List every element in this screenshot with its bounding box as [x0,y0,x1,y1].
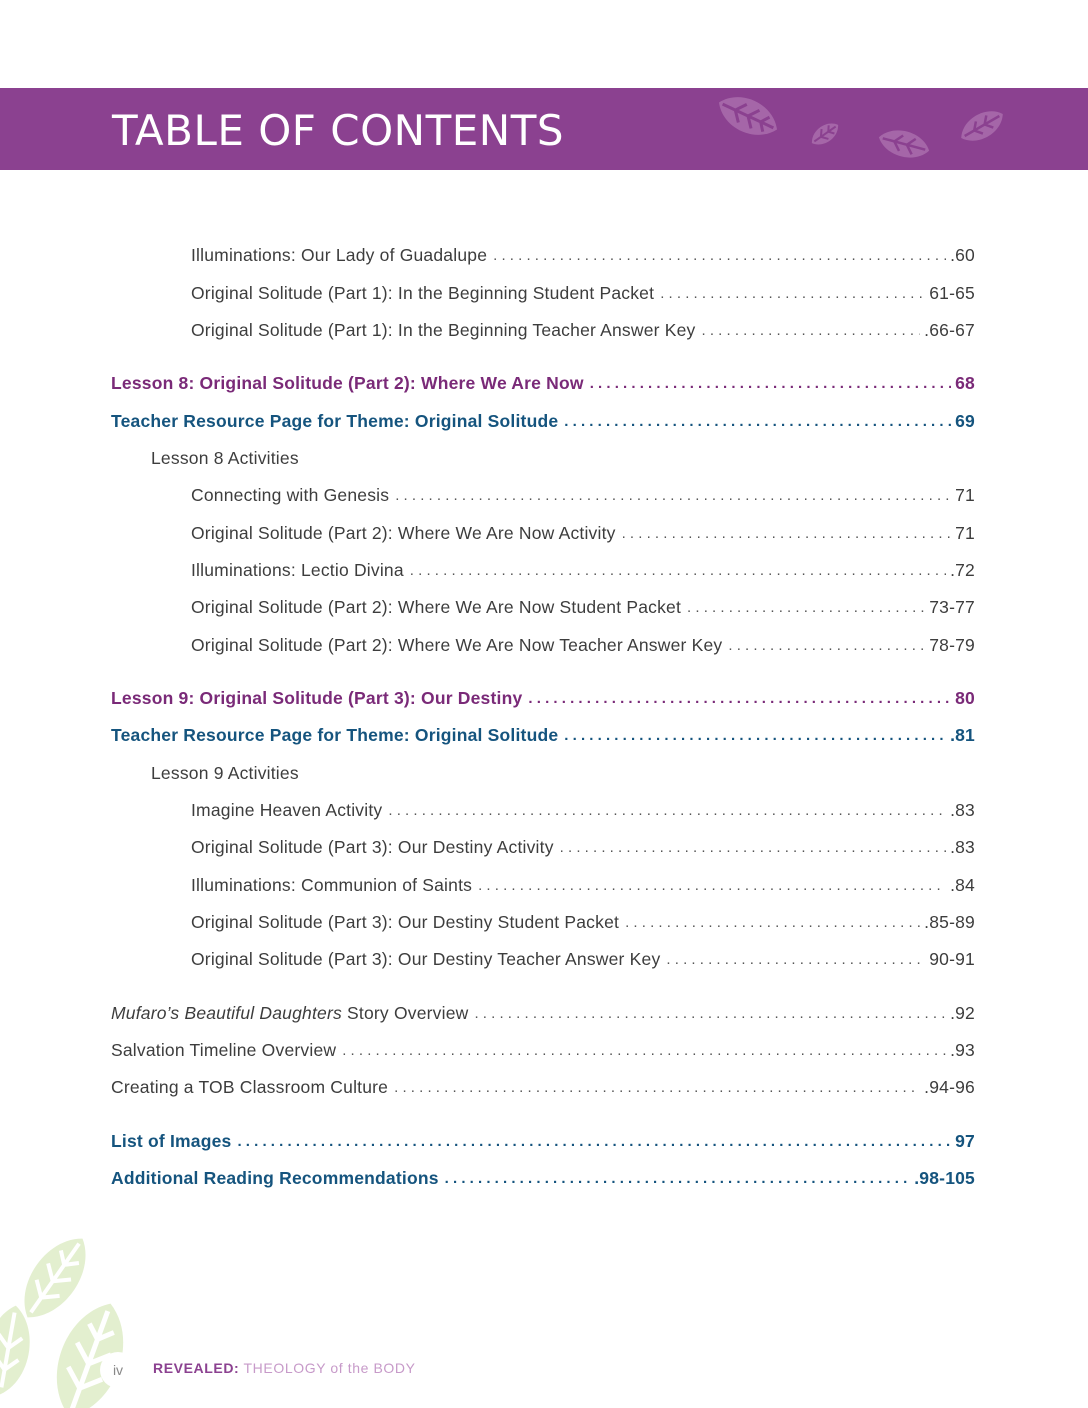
dot-leader [702,322,921,339]
toc-entry-page: 73-77 [929,596,975,617]
toc-entry[interactable] [191,909,975,935]
toc-entry[interactable] [191,280,975,306]
toc-entry-title-italic: Mufaro’s Beautiful Daughters [111,1002,342,1023]
toc-entry-page: .92 [950,1002,975,1023]
dot-leader [622,525,952,542]
toc-entry-page: .72 [950,559,975,580]
toc-entry[interactable] [191,946,975,972]
toc-entry[interactable] [111,1037,975,1063]
toc-entry-title: Original Solitude (Part 2): Where We Are Now Teacher Answer Key [191,634,723,655]
toc-entry-title: Illuminations: Our Lady of Guadalupe [191,244,488,265]
toc-entry-title: Original Solitude (Part 3): Our Destiny Student Packet [191,911,620,932]
toc-entry-title: Lesson 9: Original Solitude (Part 3): Our Destiny [111,687,523,708]
toc-entry-page: 97 [955,1130,975,1151]
footer-brand-bold: REVEALED: [153,1360,240,1376]
dot-leader [564,413,951,430]
toc-entry-title: Lesson 8 Activities [151,447,299,468]
dot-leader [660,285,925,302]
toc-entry[interactable] [191,797,975,823]
dot-leader [388,802,946,819]
toc-entry-page: .81 [950,724,975,745]
dot-leader [590,375,951,392]
toc-entry-title [111,1003,474,1024]
toc-entry-page: .84 [950,874,975,895]
footer-brand [153,1360,416,1376]
toc-group-label [151,445,975,471]
toc-entry-page: .83 [950,836,975,857]
toc-entry-page: 61-65 [929,282,975,303]
toc-entry[interactable] [191,632,975,658]
toc-entry-page: 80 [955,687,975,708]
dot-leader [528,690,951,707]
toc-entry[interactable] [111,1074,975,1100]
toc-entry-title: Original Solitude (Part 1): In the Beginning Student Packet [191,282,655,303]
dot-leader [237,1133,951,1150]
dot-leader [728,637,925,654]
toc-entry-title: Lesson 8: Original Solitude (Part 2): Where We Are Now [111,372,584,393]
toc-entry-title: Salvation Timeline Overview [111,1039,337,1060]
page-number: iv [100,1352,136,1388]
toc-entry-title: Creating a TOB Classroom Culture [111,1076,389,1097]
dot-leader [687,599,925,616]
toc-entry[interactable] [111,1128,975,1154]
toc-entry-title: Teacher Resource Page for Theme: Original Solitude [111,410,559,431]
toc-entry-title: Original Solitude (Part 2): Where We Are Now Student Packet [191,596,682,617]
toc-entry-title: Original Solitude (Part 3): Our Destiny Teacher Answer Key [191,948,661,969]
toc-entry-title: Connecting with Genesis [191,484,390,505]
toc-entry[interactable] [191,242,975,268]
page-footer [0,1230,1088,1408]
toc-entry-page: .85-89 [924,911,975,932]
dot-leader [478,877,946,894]
toc-entry-title: Teacher Resource Page for Theme: Original Solitude [111,724,559,745]
toc-entry-title: List of Images [111,1130,232,1151]
toc-entry-page: .60 [950,244,975,265]
toc-resource-heading[interactable] [111,722,975,748]
toc-lesson-heading[interactable] [111,370,975,396]
dot-leader [625,914,920,931]
dot-leader [395,487,951,504]
dot-leader [493,247,946,264]
toc-resource-heading[interactable] [111,408,975,434]
dot-leader [445,1170,911,1187]
toc-entry-title: Imagine Heaven Activity [191,799,383,820]
dot-leader [564,727,946,744]
toc-entry[interactable] [191,317,975,343]
toc-entry-title: Lesson 9 Activities [151,762,299,783]
toc-entry-title-rest: Story Overview [341,1002,469,1023]
footer-leaf-decoration [0,1230,160,1408]
toc-entry-page: 78-79 [929,634,975,655]
dot-leader [410,562,946,579]
toc-entry[interactable] [111,1000,975,1026]
leaf-icon [41,1293,138,1408]
toc-entry-page: 71 [955,522,975,543]
toc-entry-title: Original Solitude (Part 2): Where We Are Now Activity [191,522,616,543]
toc-entry-title: Original Solitude (Part 3): Our Destiny Activity [191,836,554,857]
toc-group-label [151,760,975,786]
footer-brand-rest: THEOLOGY of the BODY [239,1360,416,1376]
dot-leader [394,1079,920,1096]
toc-entry[interactable] [191,594,975,620]
toc-entry-page: .98-105 [914,1167,975,1188]
toc-entry-title: Illuminations: Lectio Divina [191,559,404,580]
toc-entry[interactable] [191,520,975,546]
dot-leader [342,1042,946,1059]
toc-entry-page: 90-91 [929,948,975,969]
toc-entry[interactable] [111,1165,975,1191]
dot-leader [666,951,925,968]
toc-entry[interactable] [191,557,975,583]
toc-entry-page: .83 [950,799,975,820]
toc-entry-page: 69 [955,410,975,431]
toc-entry-page: .94-96 [924,1076,975,1097]
toc-entry[interactable] [191,872,975,898]
page-title: TABLE OF CONTENTS [112,106,565,155]
toc-entry-title: Original Solitude (Part 1): In the Beginning Teacher Answer Key [191,319,696,340]
toc-entry-title: Illuminations: Communion of Saints [191,874,473,895]
toc-entry-page: 68 [955,372,975,393]
toc-lesson-heading[interactable] [111,685,975,711]
toc-entry[interactable] [191,482,975,508]
toc-entry-page: 71 [955,484,975,505]
toc-entry-title: Additional Reading Recommendations [111,1167,439,1188]
toc-entry-page: .66-67 [924,319,975,340]
dot-leader [560,839,946,856]
toc-entry-page: .93 [950,1039,975,1060]
toc-entry[interactable] [191,834,975,860]
dot-leader [474,1005,946,1022]
